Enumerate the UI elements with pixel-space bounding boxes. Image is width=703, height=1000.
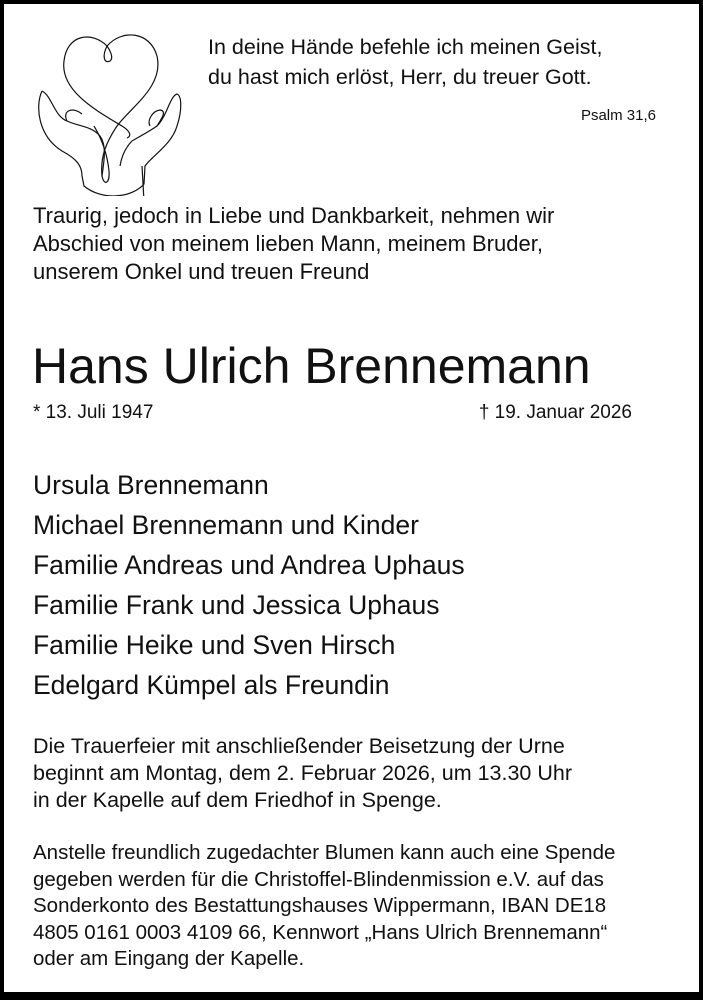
birth-date: * 13. Juli 1947 xyxy=(33,402,154,423)
intro-text xyxy=(33,202,554,286)
mourner: Ursula Brennemann xyxy=(33,470,269,500)
bible-quote xyxy=(208,32,602,92)
ceremony-line: Die Trauerfeier mit anschließender Beisetzung der Urne xyxy=(33,734,565,758)
mourner: Michael Brennemann und Kinder xyxy=(33,510,419,540)
intro-line: Traurig, jedoch in Liebe und Dankbarkeit, nehmen wir xyxy=(33,203,555,228)
mourner: Familie Frank und Jessica Uphaus xyxy=(33,590,440,620)
obituary-notice xyxy=(4,4,699,992)
quote-line: In deine Hände befehle ich meinen Geist, xyxy=(208,35,603,59)
mourner: Edelgard Kümpel als Freundin xyxy=(33,670,390,700)
intro-line: unserem Onkel und treuen Freund xyxy=(33,259,370,284)
mourner: Familie Andreas und Andrea Uphaus xyxy=(33,550,465,580)
donation-line: Anstelle freundlich zugedachter Blumen kann auch eine Spende xyxy=(33,841,616,864)
deceased-name: Hans Ulrich Brennemann xyxy=(32,338,591,394)
death-date: † 19. Januar 2026 xyxy=(478,402,632,423)
intro-line: Abschied von meinem lieben Mann, meinem Bruder, xyxy=(33,231,543,256)
mourner: Familie Heike und Sven Hirsch xyxy=(33,630,396,660)
donation-line: 4805 0161 0003 4109 66, Kennwort „Hans Ulrich Brennemann“ xyxy=(33,920,608,944)
mourners-list xyxy=(33,465,465,705)
ceremony-line: beginnt am Montag, dem 2. Februar 2026, um 13.30 Uhr xyxy=(33,761,573,785)
heart-in-hands-icon xyxy=(32,26,192,196)
ceremony-line: in der Kapelle auf dem Friedhof in Spenge. xyxy=(33,788,442,812)
quote-line: du hast mich erlöst, Herr, du treuer Gott. xyxy=(208,65,592,89)
donation-line: gegeben werden für die Christoffel-Blindenmission e.V. auf das xyxy=(33,867,604,891)
ceremony-info xyxy=(33,733,572,814)
donation-info xyxy=(33,840,615,973)
donation-line: oder am Eingang der Kapelle. xyxy=(33,947,305,970)
quote-source: Psalm 31,6 xyxy=(580,107,656,124)
donation-line: Sonderkonto des Bestattungshauses Wippermann, IBAN DE18 xyxy=(33,894,607,917)
